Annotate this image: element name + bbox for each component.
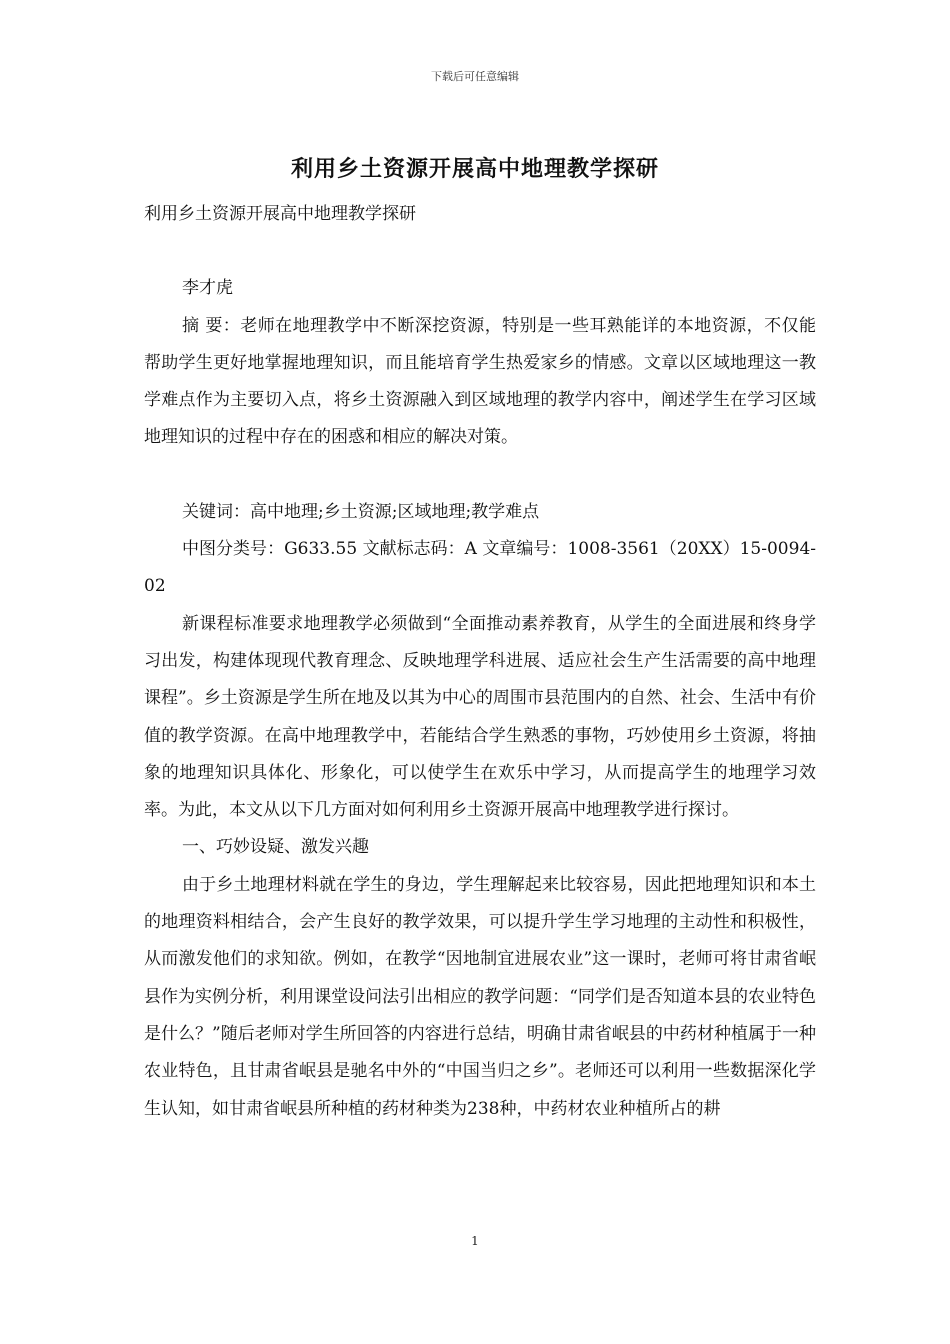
document-title: 利用乡土资源开展高中地理教学探研 xyxy=(290,156,659,182)
body-paragraph-2: 由于乡土地理材料就在学生的身边，学生理解起来比较容易，因此把地理知识和本土的地理资料相结合，会产生良好的教学效果，可以提升学生学习地理的主动性和积极性，从而激发他们的求知欲。例如，在教学“因地制宜进展农业”这一课时，老师可将甘肃省岷县作为实例分析，利用课堂设问法引出相应的教学问题：“同学们是否知道本县的农业特色是什么？”随后老师对学生所回答的内容进行总结，明确甘肃省岷县的中药材种植属于一种农业特色，且甘肃省岷县是驰名中外的“中国当归之乡”。老师还可以利用一些数据深化学生认知，如甘肃省岷县所种植的药材种类为238种，中药材农业种植所占的耕 xyxy=(144,874,816,1119)
author-name: 李才虎 xyxy=(182,278,233,299)
classification-line: 中图分类号：G633.55 文献标志码：A 文章编号：1008-3561（20XX）15-0094-02 xyxy=(144,539,816,597)
document-body xyxy=(144,196,816,1128)
section-heading-1: 一、巧妙设疑、激发兴趣 xyxy=(182,837,369,858)
header-note: 下载后可任意编辑 xyxy=(431,70,519,83)
abstract-paragraph: 摘 要：老师在地理教学中不断深挖资源，特别是一些耳熟能详的本地资源，不仅能帮助学生更好地掌握地理知识，而且能培育学生热爱家乡的情感。文章以区域地理这一教学难点作为主要切入点，将乡土资源融入到区域地理的教学内容中，阐述学生在学习区域地理知识的过程中存在的困惑和相应的解决对策。 xyxy=(144,315,816,448)
keywords-line: 关键词：高中地理;乡土资源;区域地理;教学难点 xyxy=(182,501,540,522)
body-paragraph-1: 新课程标准要求地理教学必须做到“全面推动素养教育，从学生的全面进展和终身学习出发，构建体现现代教育理念、反映地理学科进展、适应社会生产生活需要的高中地理课程”。乡土资源是学生所在地及以其为中心的周围市县范围内的自然、社会、生活中有价值的教学资源。在高中地理教学中，若能结合学生熟悉的事物，巧妙使用乡土资源，将抽象的地理知识具体化、形象化，可以使学生在欢乐中学习，从而提高学生的地理学习效率。为此，本文从以下几方面对如何利用乡土资源开展高中地理教学进行探讨。 xyxy=(144,613,816,821)
page-number: 1 xyxy=(471,1234,479,1248)
document-subtitle: 利用乡土资源开展高中地理教学探研 xyxy=(144,204,416,224)
